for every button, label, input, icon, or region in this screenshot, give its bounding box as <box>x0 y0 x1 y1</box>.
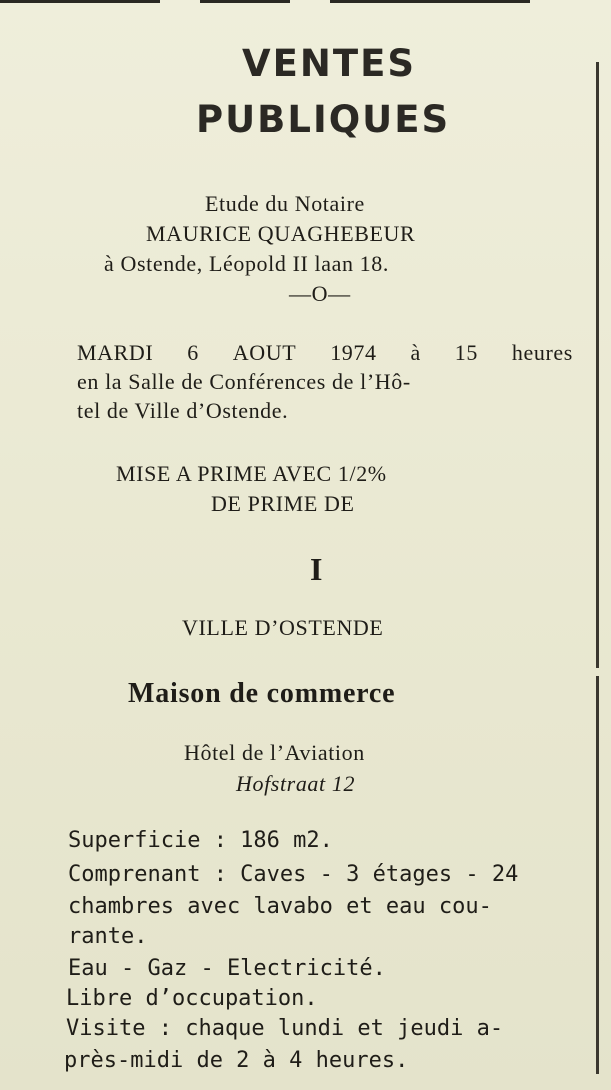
top-rule-right <box>330 0 530 3</box>
sale-line-3: tel de Ville d’Ostende. <box>77 398 289 423</box>
prime-line-2: DE PRIME DE <box>211 491 355 516</box>
detail-comprising: Comprenant : Caves - 3 étages - 24 <box>68 862 519 887</box>
detail-utilities: Eau - Gaz - Electricité. <box>68 956 386 981</box>
detail-rooms-cont: rante. <box>68 924 148 949</box>
column-rule-lower <box>596 676 599 1074</box>
hotel-address: Hofstraat 12 <box>236 771 356 796</box>
lot-city: VILLE D’OSTENDE <box>182 615 384 640</box>
sale-word: AOUT <box>232 340 297 365</box>
title-line-1: VENTES <box>242 42 417 85</box>
detail-visit-hours: près-midi de 2 à 4 heures. <box>64 1048 409 1073</box>
top-rule-mid <box>200 0 290 3</box>
sale-word: à <box>410 340 421 365</box>
sale-word: 1974 <box>330 340 377 365</box>
title-line-2: PUBLIQUES <box>196 98 451 141</box>
detail-surface: Superficie : 186 m2. <box>68 828 333 853</box>
prime-line-1: MISE A PRIME AVEC 1/2% <box>116 461 387 486</box>
sale-line-1 <box>77 340 573 366</box>
hotel-name: Hôtel de l’Aviation <box>184 740 365 765</box>
notary-office: Etude du Notaire <box>205 191 365 216</box>
lot-heading: Maison de commerce <box>128 678 396 709</box>
sale-word: 6 <box>187 340 199 365</box>
lot-number: I <box>310 551 323 587</box>
sale-word: heures <box>511 340 573 365</box>
detail-occupation: Libre d’occupation. <box>66 986 318 1011</box>
separator: —O— <box>289 281 351 306</box>
sale-word: MARDI <box>77 340 154 365</box>
notary-name: MAURICE QUAGHEBEUR <box>146 221 416 246</box>
top-rule-left <box>0 0 160 3</box>
detail-rooms: chambres avec lavabo et eau cou- <box>68 894 492 919</box>
column-rule-upper <box>596 62 599 668</box>
sale-line-2: en la Salle de Conférences de l’Hô- <box>77 369 411 394</box>
sale-word: 15 <box>454 340 478 365</box>
notary-address: à Ostende, Léopold II laan 18. <box>104 251 389 276</box>
detail-visit: Visite : chaque lundi et jeudi a- <box>66 1016 504 1041</box>
